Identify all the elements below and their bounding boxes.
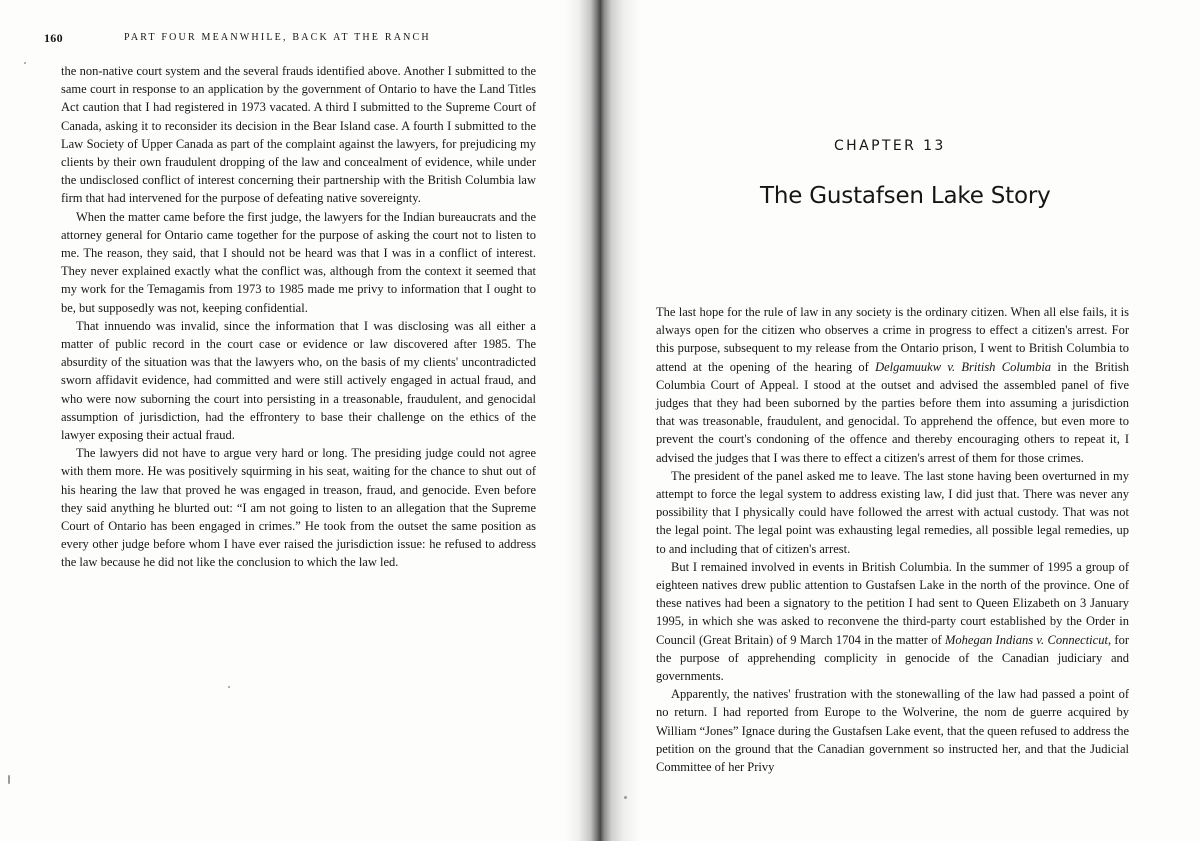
left-body-text <box>61 62 536 572</box>
right-page <box>600 0 1200 841</box>
paragraph-3-text-a: But I remained involved in events in British Columbia. In the summer of 1995 a group of eighteen natives drew public attention to Gustafsen Lake in the north of the province. One of these natives had been a signatory to the petition I had sent to Queen Elizabeth on 3 January 1995, in which she was asked to reconvene the third-party court established by the Order in Council (Great Britain) of 9 March 1704 in the matter of <box>656 559 1129 647</box>
chapter-title: The Gustafsen Lake Story <box>760 183 1051 209</box>
right-paragraph-3 <box>656 558 1129 685</box>
right-paragraph-4: Apparently, the natives' frustration with the stonewalling of the law had passed a point of no return. I had reported from Europe to the Wolverine, the nom de guerre acquired by William “Jones” Ignace during the Gustafsen Lake event, that the queen refused to address the petition on the ground that the Canadian government so instructed her, and that the Judicial Committee of her Privy <box>656 687 1129 775</box>
left-paragraph-1: the non-native court system and the several frauds identified above. Another I submitted to the same court in response to an application by the government of Ontario to have the Land Titles Act caution that I had registered in 1973 vacated. A third I submitted to the Supreme Court of Canada, asking it to reconsider its decision in the Bear Island case. A fourth I submitted to the Law Society of Upper Canada as part of the complaint against the lawyers, for prejudicing my clients by their own fraudulent dropping of the law and concealment of evidence, while under the undisclosed conflict of interest concerning their partnership with the British Columbia law firm that had intervened for the purpose of defeating native sovereignty. <box>61 64 536 206</box>
page-number: 160 <box>44 31 63 45</box>
case-name-delgamuukw: Delgamuukw v. British Columbia <box>875 359 1052 374</box>
paragraph-3-text-b: , for the purpose of apprehending complicity in genocide of the Canadian judiciary and governments. <box>656 632 1129 684</box>
left-paragraph-4: The lawyers did not have to argue very hard or long. The presiding judge could not agree with them more. He was positively squirming in his seat, waiting for the chance to shut out of his hearing the law that proved he was engaged in treason, fraud, and genocide. Even before they said anything he blurted out: “I am not going to listen to an allegation that the Supreme Court of Ontario has been engaged in crimes.” He took from the outset the same position as every other judge before whom I have ever raised the jurisdiction issue: he refused to address the law because he did not like the conclusion to which the law led. <box>61 446 536 570</box>
left-paragraph-2: When the matter came before the first judge, the lawyers for the Indian bureaucrats and the attorney general for Ontario came together for the purpose of asking the court not to listen to me. The reason, they said, that I should not be heard was that I was in a conflict of interest. They never explained exactly what the conflict was, although from the context it seemed that my work for the Temagamis from 1973 to 1985 made me privy to information that I ought to be, but supposedly was not, keeping confidential. <box>61 209 536 315</box>
left-page <box>0 0 585 841</box>
right-paragraph-2: The president of the panel asked me to leave. The last stone having been overturned in my attempt to force the legal system to address existing law, I did just that. There was never any possibility that I physically could have followed the arrest with actual custody. That was not the legal point. The legal point was exhausting legal remedies, all possible legal remedies, up to and including that of citizen's arrest. <box>656 468 1129 556</box>
scan-speck <box>24 62 26 64</box>
right-paragraph-1 <box>656 303 1129 467</box>
left-paragraph-3: That innuendo was invalid, since the information that I was disclosing was all either a matter of public record in the court case or evidence or law discovered after 1985. The absurdity of the situation was that the lawyers who, on the basis of my clients' uncontradicted sworn affidavit evidence, had committed and were still actively engaged in actual fraud, and who were now suborning the court into persisting in a treasonable, fraudulent, and genocidal assumption of jurisdiction, had the effrontery to base their challenge on the ethics of the lawyer exposing their actual fraud. <box>61 318 536 443</box>
chapter-label: CHAPTER 13 <box>834 138 946 154</box>
scan-speck <box>624 796 627 799</box>
paragraph-1-text-a: The last hope for the rule of law in any society is the ordinary citizen. When all else fails, it is always open for the citizen who observes a crime in progress to effect a citizen's arrest. For this purpose, subsequent to my release from the Ontario prison, I went to British Columbia to attend at the opening of the hearing of <box>656 305 1129 374</box>
paragraph-1-text-b: in the British Columbia Court of Appeal. I stood at the outset and advised the assembled panel of five judges that they had been suborned by the parties before them into assuming a jurisdiction that was treasonable, fraudulent, and genocidal. To apprehend the offence, but even more to prevent the court's condoning of the offence and thereby encouraging others to repeat it, I advised the judges that I was there to effect a citizen's arrest of them for those crimes. <box>656 359 1129 465</box>
running-head: PART FOUR MEANWHILE, BACK AT THE RANCH <box>124 32 431 43</box>
right-body-text <box>656 303 1129 776</box>
scan-speck <box>228 686 230 688</box>
scan-speck <box>8 775 10 784</box>
case-name-mohegan: Mohegan Indians v. Connecticut <box>944 632 1108 647</box>
